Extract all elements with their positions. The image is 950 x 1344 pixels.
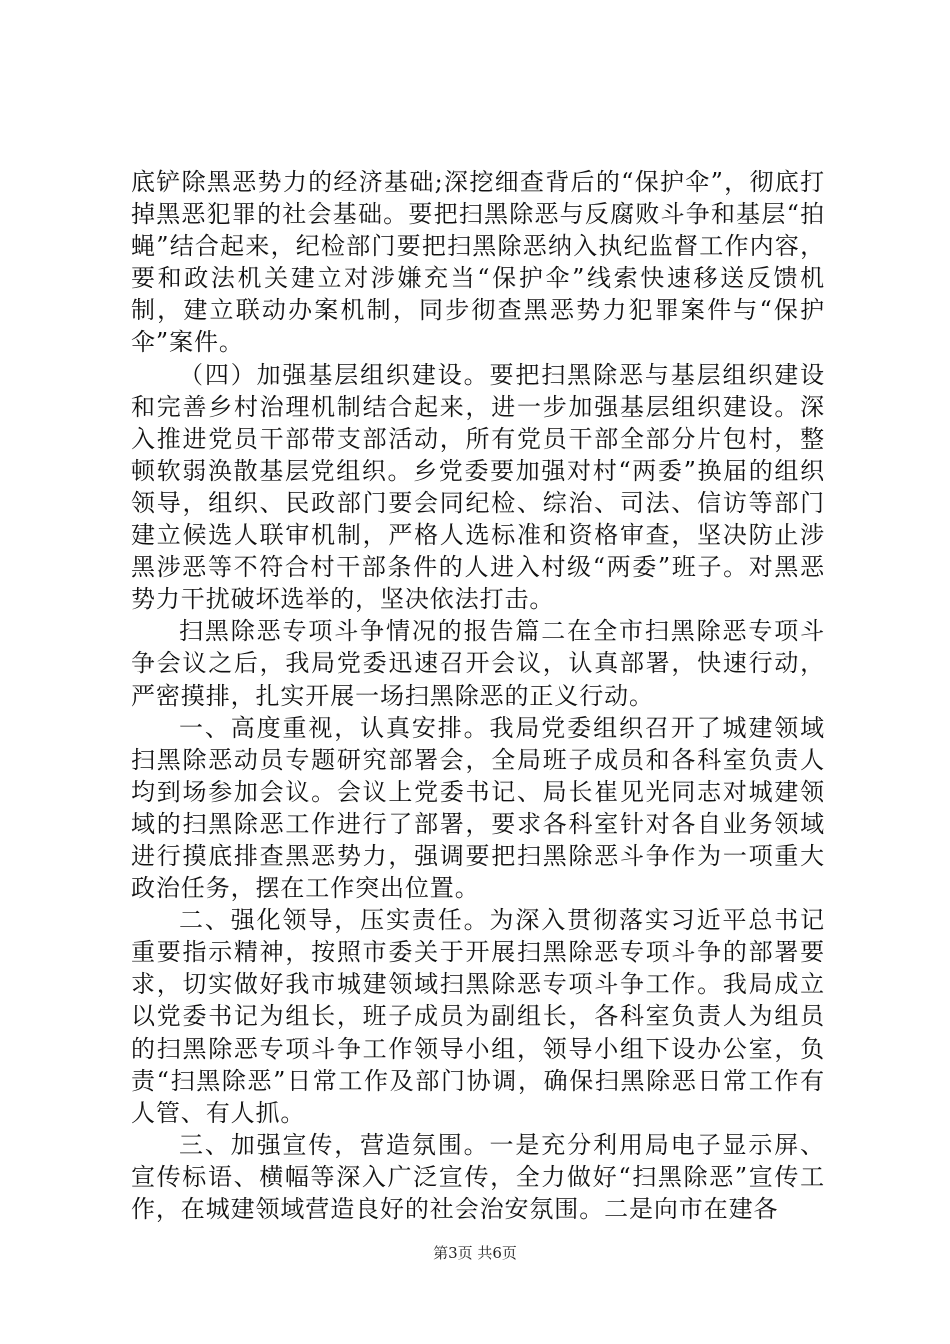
paragraph-2: （四）加强基层组织建设。要把扫黑除恶与基层组织建设和完善乡村治理机制结合起来，进一步加强基层组织建设。深入推进党员干部带支部活动，所有党员干部全部分片包村，整顿软弱涣散基层党组织。乡党委要加强对村“两委”换届的组织领导，组织、民政部门要会同纪检、综治、司法、信访等部门建立候选人联审机制，严格人选标准和资格审查，坚决防止涉黑涉恶等不符合村干部条件的人进入村级“两委”班子。对黑恶势力干扰破坏选举的，坚决依法打击。 xyxy=(131,360,825,614)
paragraph-4: 一、高度重视，认真安排。我局党委组织召开了城建领域扫黑除恶动员专题研究部署会，全局班子成员和各科室负责人均到场参加会议。会议上党委书记、局长崔见光同志对城建领域的扫黑除恶工作进行了部署，要求各科室针对各自业务领域进行摸底排查黑恶势力，强调要把扫黑除恶斗争作为一项重大政治任务，摆在工作突出位置。 xyxy=(131,713,825,903)
paragraph-5: 二、强化领导，压实责任。为深入贯彻落实习近平总书记重要指示精神，按照市委关于开展扫黑除恶专项斗争的部署要求，切实做好我市城建领域扫黑除恶专项斗争工作。我局成立以党委书记为组长，班子成员为副组长，各科室负责人为组员的扫黑除恶专项斗争工作领导小组，领导小组下设办公室，负责“扫黑除恶”日常工作及部门协调，确保扫黑除恶日常工作有人管、有人抓。 xyxy=(131,906,825,1127)
paragraph-3: 扫黑除恶专项斗争情况的报告篇二在全市扫黑除恶专项斗争会议之后，我局党委迅速召开会议，认真部署，快速行动，严密摸排，扎实开展一场扫黑除恶的正义行动。 xyxy=(131,617,825,710)
paragraph-1: 底铲除黑恶势力的经济基础;深挖细查背后的“保护伞”，彻底打掉黑恶犯罪的社会基础。要把扫黑除恶与反腐败斗争和基层“拍蝇”结合起来，纪检部门要把扫黑除恶纳入执纪监督工作内容，要和政法机关建立对涉嫌充当“保护伞”线索快速移送反馈机制，建立联动办案机制，同步彻查黑恶势力犯罪案件与“保护伞”案件。 xyxy=(131,168,825,357)
page-number-footer: 第3页 共6页 xyxy=(433,1244,517,1262)
paragraph-6: 三、加强宣传，营造氛围。一是充分利用局电子显示屏、宣传标语、横幅等深入广泛宣传，全力做好“扫黑除恶”宣传工作，在城建领域营造良好的社会治安氛围。二是向市在建各 xyxy=(131,1130,825,1223)
document-body xyxy=(131,166,825,1225)
